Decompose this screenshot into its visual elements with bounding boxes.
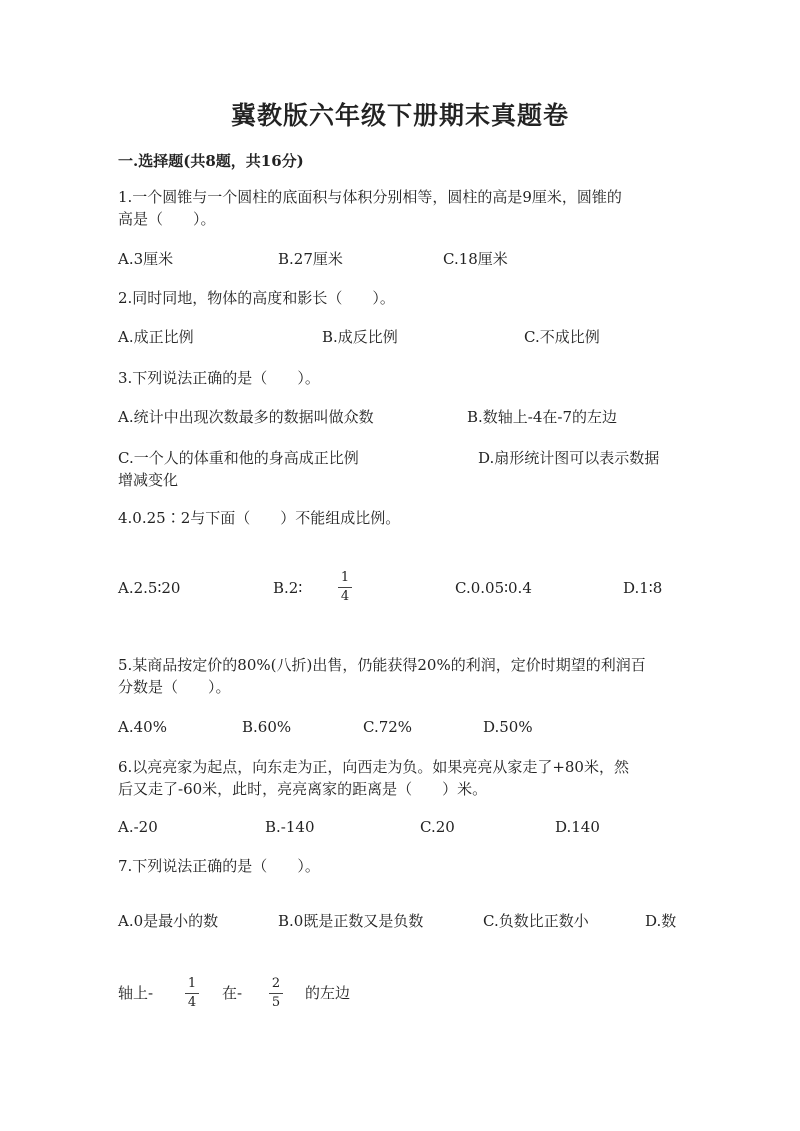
q6-option-a: A.-20 [118,818,158,836]
fraction-numerator: 1 [187,976,197,991]
q1-option-c: C.18厘米 [443,250,508,268]
question-3: 3.下列说法正确的是（ ）。 [118,369,320,387]
fraction-denominator: 4 [340,589,350,604]
question-6-line-1: 6.以亮亮家为起点，向东走为正，向西走为负。如果亮亮从家走了+80米，然 [118,758,629,776]
fraction-denominator: 5 [271,995,281,1010]
q4-option-b: B.2∶ [273,579,303,597]
q7-option-d-continued-3: 的左边 [305,984,351,1002]
q3-option-c: C.一个人的体重和他的身高成正比例 [118,449,359,467]
q7-option-d: D.数 [645,912,677,930]
q6-option-c: C.20 [420,818,455,836]
section-heading: 一.选择题(共8题，共16分) [118,152,304,170]
fraction-bar [269,993,283,994]
q7-option-b: B.0既是正数又是负数 [278,912,424,930]
q7-option-c: C.负数比正数小 [483,912,589,930]
q5-option-d: D.50% [483,718,533,736]
q2-option-a: A.成正比例 [118,328,194,346]
q7-fraction-1 [185,976,199,1011]
q6-option-d: D.140 [555,818,600,836]
q4-option-a: A.2.5∶20 [118,579,181,597]
question-1 [118,186,688,230]
question-7: 7.下列说法正确的是（ ）。 [118,857,320,875]
q4-option-b-fraction [338,570,352,605]
question-4: 4.0.25∶2与下面（ ）不能组成比例。 [118,509,401,527]
question-5-line-1: 5.某商品按定价的80%(八折)出售，仍能获得20%的利润，定价时期望的利润百 [118,656,646,674]
q5-option-b: B.60% [242,718,292,736]
fraction-bar [338,587,352,588]
page-title: 冀教版六年级下册期末真题卷 [230,101,569,130]
q3-option-d-continued: 增减变化 [118,471,179,489]
q3-option-b: B.数轴上-4在-7的左边 [467,408,618,426]
fraction-denominator: 4 [187,995,197,1010]
q5-option-a: A.40% [118,718,167,736]
q4-option-c: C.0.05∶0.4 [455,579,532,597]
q7-option-a: A.0是最小的数 [118,912,219,930]
q2-option-b: B.成反比例 [322,328,398,346]
q3-option-d: D.扇形统计图可以表示数据 [478,449,660,467]
q1-option-a: A.3厘米 [118,250,174,268]
q7-option-d-continued-1: 轴上- [118,984,154,1002]
q7-fraction-2 [269,976,283,1011]
fraction-bar [185,993,199,994]
question-5-line-2: 分数是（ ）。 [118,678,231,696]
q7-option-d-continued-2: 在- [222,984,243,1002]
q1-option-b: B.27厘米 [278,250,343,268]
question-6 [118,756,688,800]
q4-option-d: D.1∶8 [623,579,663,597]
question-6-line-2: 后又走了-60米，此时，亮亮离家的距离是（ ）米。 [118,780,488,798]
q3-option-a: A.统计中出现次数最多的数据叫做众数 [118,408,374,426]
q2-option-c: C.不成比例 [524,328,600,346]
q5-option-c: C.72% [363,718,413,736]
fraction-numerator: 2 [271,976,281,991]
fraction-numerator: 1 [340,570,350,585]
q6-option-b: B.-140 [265,818,315,836]
question-5 [118,654,688,698]
question-2: 2.同时同地，物体的高度和影长（ ）。 [118,289,395,307]
question-1-line-2: 高是（ ）。 [118,210,216,228]
question-1-line-1: 1.一个圆锥与一个圆柱的底面积与体积分别相等，圆柱的高是9厘米，圆锥的 [118,188,622,206]
